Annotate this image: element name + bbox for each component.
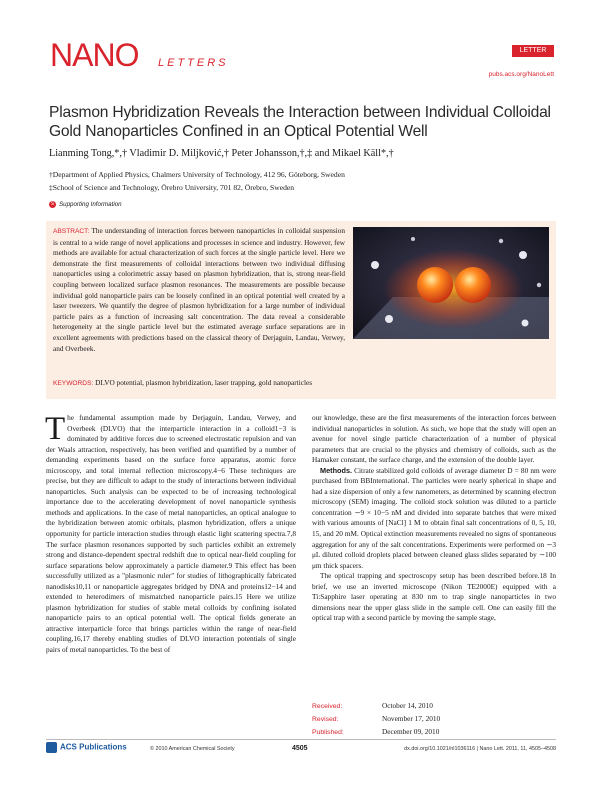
background-particle-7 [537,283,541,287]
journal-logo [50,35,250,77]
nanoparticle-right [455,267,491,303]
abstract-graphic [353,227,549,339]
background-particle-1 [371,261,379,269]
methods-paragraph [312,466,556,571]
setup-paragraph: The optical trapping and spectroscopy setup has been described before.18 In brief, we use an inverted microscope (Nikon TE2000E) equipped with a Ti:Sapphire laser operating at 830 nm to trap single nanoparticles in two dimensions near the upper glass slide in the sample cell. One can easily fill the optical trap with a second particle by moving the sample stage, [312,571,556,623]
keywords [53,378,551,387]
methods-text: Citrate stabilized gold colloids of average diameter D = 80 nm were purchased from BBInternational. The particles were nearly spherical in shape and had a size dispersion of only a few nanometers, as determined by scanning electron microscopy (SEM) imaging. The colloid stock solution was diluted to a particle concentration ∼9 × 10−5 nM and divided into separate batches that were mixed with various amounts of [NaCl] 1 M to obtain final salt concentrations of 0, 5, 10, 15, and 20 mM. Optical extinction measurements revealed no signs of spontaneous aggregation for any of the salt concentrations. Experiments were performed on ∼3 μL diluted colloid droplets placed between cleaned glass slides separated by ∼100 μm thick spacers. [312,465,556,570]
drop-cap: T [45,411,66,447]
supporting-info-label: Supporting Information [59,201,122,209]
journal-name-sub: LETTERS [158,57,229,69]
background-particle-3 [385,315,393,323]
abstract-text: The understanding of interaction forces between nanoparticles in colloidal suspension is central to a wide range of novel applications and processes in science and industry. However, few methods are available for actual characterization of such forces at the single particle level. Here we demonstrate the first measurements of colloidal interactions between two individual diffusing nanoparticles using a colorimetric assay based on plasmon hybridization, that is, strong near-field coupling between localized surface plasmon resonances. The measurements are possible because individual gold nanoparticle pairs can be loosely confined in an optical potential well created by a laser tweezers. We quantify the degree of plasmon hybridization for a large number of individual particle pairs as a function of increasing salt concentration. The data reveal a considerable heterogeneity at the single particle level but the estimated average surface separations are in excellent agreements with predictions based on the classical theory of Derjaguin, Landau, Verwey, and Overbeek. [53,227,345,353]
supporting-info-icon: s [51,201,54,207]
article-dates [312,700,556,739]
date-received: Received: October 14, 2010 [312,701,433,710]
journal-name-main: NANO [50,37,139,73]
keywords-label: KEYWORDS: [53,380,94,387]
affiliations [49,168,554,194]
background-particle-5 [499,239,503,243]
publisher-name: ACS Publications [60,742,127,752]
background-particle-2 [519,251,527,259]
supporting-info-link[interactable] [49,201,122,208]
body-column-1 [46,413,296,656]
intro-paragraph [46,413,296,656]
affiliation-2: ‡School of Science and Technology, Örebro University, 701 82, Örebro, Sweden [49,183,295,192]
affiliation-1: †Department of Applied Physics, Chalmers University of Technology, 412 96, Göteborg, Sweden [49,170,345,179]
date-revised: Revised: November 17, 2010 [312,714,441,723]
plasmon-glow [383,249,523,329]
date-published: Published: December 09, 2010 [312,727,440,736]
footer-rule [46,739,556,740]
publisher-logo[interactable] [46,742,127,753]
page-number: 4505 [292,745,308,752]
background-particle-6 [411,237,415,241]
background-particle-4 [522,320,529,327]
journal-site-link[interactable]: pubs.acs.org/NanoLett [488,71,554,78]
abstract-label: ABSTRACT: [53,228,90,235]
methods-label: Methods. [320,465,353,475]
acs-logo-icon [46,742,57,753]
nanoparticle-left [417,267,453,303]
copyright: © 2010 American Chemical Society [150,746,235,752]
body-column-2 [312,413,556,624]
doi-citation[interactable]: dx.doi.org/10.1021/nl1036116 | Nano Lett. 2011, 11, 4505–4508 [404,746,556,752]
keywords-text: DLVO potential, plasmon hybridization, laser trapping, gold nanoparticles [95,378,313,387]
col2-paragraph-1: our knowledge, these are the first measurements of the interaction forces between individual nanoparticles in solution. As such, we hope that the study will open an avenue for novel single particle characterization of a number of physical parameters that are crucial to the physics and chemistry of colloids, such as the Hamaker constant, the surface charge, and the extension of the double layer. [312,413,556,465]
article-title: Plasmon Hybridization Reveals the Interaction between Individual Colloidal Gold Nanoparticles Confined in an Optical Potential Well [49,104,551,140]
author-list: Lianming Tong,*,† Vladimir D. Miljković,† Peter Johansson,†,‡ and Mikael Käll*,† [49,148,394,159]
article-type-badge: LETTER [512,45,554,57]
intro-text: he fundamental assumption made by Derjaguin, Landau, Verwey, and Overbeek (DLVO) that the interparticle interaction in a colloid1−3 is dominated by additive forces due to screened electrostatic repulsion and van der Waals attraction, respectively, has been verified and quantified by a number of demanding experiments based on the surface force apparatus, atomic force microscopy, and total internal reflection microscopy.4−6 These techniques are precise, but they are difficult to adapt to the study of interactions between individual nanoparticles. Such analysis can be expected to be of increasing technological importance due to the accelerating development of novel nanoparticle synthesis methods and applications. In the case of metal nanoparticles, an optical analogue to the hybridization between atomic orbitals, plasmon hybridization, offers a unique opportunity for particle interaction studies through elastic light scattering spectra.7,8 The surface plasmon resonances supported by such particles exhibit an extremely strong and distance-dependent spectral redshift due to optical near-field coupling for surface separations below approximately a particle diameter.9 This effect has been successfully utilized as a "plasmonic ruler" for studies of lithographically fabricated nanodisks10,11 or nanoparticle aggregates bridged by DNA and proteins12−14 and extended to heterodimers of mismatched nanoparticle pairs.15 Here we utilize plasmon hybridization for studies of stable metal colloids by confining isolated nanoparticle pairs to an optical potential well. The optical fields generate an attractive interparticle force that brings particles within the range of near-field coupling,16,17 thereby enabling studies of DLVO interaction potentials of single pairs of metal nanoparticles. To the best of [46,413,296,655]
